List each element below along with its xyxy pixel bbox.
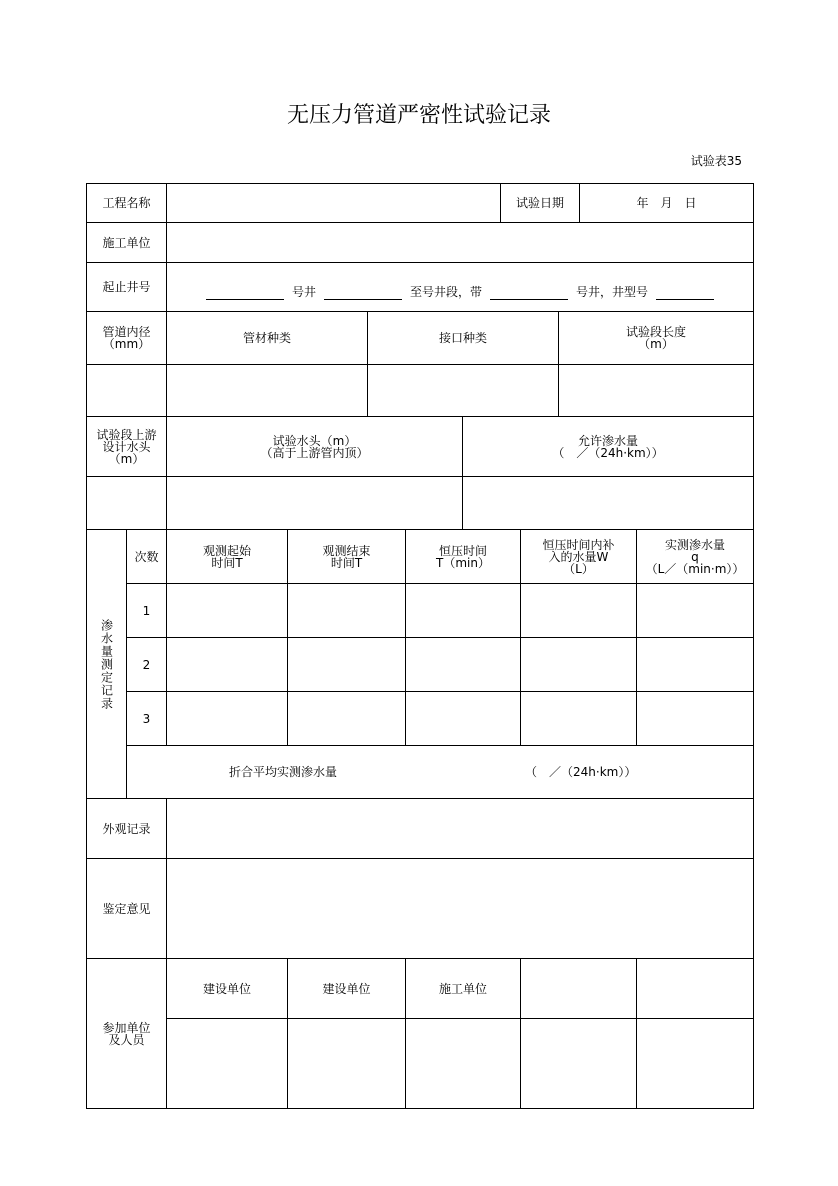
cell[interactable] bbox=[166, 583, 288, 638]
participant-unit[interactable] bbox=[520, 958, 637, 1019]
row-number: 2 bbox=[126, 637, 167, 692]
contractor-label: 施工单位 bbox=[86, 222, 167, 263]
design-head-field[interactable] bbox=[86, 476, 167, 530]
header-seepage: 实测渗水量 q （L／（min·m）） bbox=[636, 529, 754, 584]
signature-cell[interactable] bbox=[636, 1018, 754, 1109]
allowed-label: 允许渗水量 （ ／（24h·km）） bbox=[462, 416, 754, 477]
joint-label: 接口种类 bbox=[367, 311, 559, 365]
date-label: 试验日期 bbox=[500, 183, 580, 223]
diameter-label: 管道内径 （mm） bbox=[86, 311, 167, 365]
test-head-field[interactable] bbox=[166, 476, 463, 530]
cell[interactable] bbox=[405, 691, 521, 746]
test-head-label: 试验水头（m） （高于上游管内顶） bbox=[166, 416, 463, 477]
row-number: 3 bbox=[126, 691, 167, 746]
record-side-label: 渗水量测定记录 bbox=[86, 529, 127, 799]
wells-label: 起止井号 bbox=[86, 262, 167, 312]
opinion-field[interactable] bbox=[166, 858, 754, 959]
cell[interactable] bbox=[636, 691, 754, 746]
material-field[interactable] bbox=[166, 364, 368, 417]
project-label: 工程名称 bbox=[86, 183, 167, 223]
cell[interactable] bbox=[636, 637, 754, 692]
length-label: 试验段长度 （m） bbox=[558, 311, 754, 365]
joint-field[interactable] bbox=[367, 364, 559, 417]
header-end: 观测结束 时间T bbox=[287, 529, 406, 584]
average-row[interactable] bbox=[126, 745, 754, 799]
cell[interactable] bbox=[287, 691, 406, 746]
length-field[interactable] bbox=[558, 364, 754, 417]
signature-cell[interactable] bbox=[166, 1018, 288, 1109]
cell[interactable] bbox=[520, 583, 637, 638]
cell[interactable] bbox=[405, 637, 521, 692]
cell[interactable] bbox=[520, 637, 637, 692]
header-start: 观测起始 时间T bbox=[166, 529, 288, 584]
wells-line bbox=[200, 283, 722, 300]
cell[interactable] bbox=[520, 691, 637, 746]
signature-cell[interactable] bbox=[520, 1018, 637, 1109]
signature-cell[interactable] bbox=[287, 1018, 406, 1109]
cell[interactable] bbox=[636, 583, 754, 638]
participant-unit[interactable] bbox=[636, 958, 754, 1019]
row-number: 1 bbox=[126, 583, 167, 638]
opinion-label: 鉴定意见 bbox=[86, 858, 167, 959]
average-label: 折合平均实测渗水量 bbox=[229, 765, 338, 779]
participant-unit: 建设单位 bbox=[166, 958, 288, 1019]
participants-label: 参加单位 及人员 bbox=[86, 958, 167, 1109]
appearance-label: 外观记录 bbox=[86, 798, 167, 859]
material-label: 管材种类 bbox=[166, 311, 368, 365]
average-unit: （ ／（24h·km）） bbox=[525, 765, 637, 779]
participant-unit: 建设单位 bbox=[287, 958, 406, 1019]
appearance-field[interactable] bbox=[166, 798, 754, 859]
cell[interactable] bbox=[166, 637, 288, 692]
allowed-field[interactable] bbox=[462, 476, 754, 530]
contractor-field[interactable] bbox=[166, 222, 754, 263]
wells-text-1: 号井 bbox=[292, 285, 317, 299]
date-field[interactable]: 年 月 日 bbox=[579, 183, 754, 223]
cell[interactable] bbox=[287, 583, 406, 638]
participant-unit: 施工单位 bbox=[405, 958, 521, 1019]
header-duration: 恒压时间 T（min） bbox=[405, 529, 521, 584]
project-name-field[interactable] bbox=[166, 183, 501, 223]
header-water: 恒压时间内补 入的水量W （L） bbox=[520, 529, 637, 584]
design-head-label: 试验段上游 设计水头 （m） bbox=[86, 416, 167, 477]
wells-text-2: 至号井段，带 bbox=[410, 285, 483, 299]
cell[interactable] bbox=[166, 691, 288, 746]
diameter-field[interactable] bbox=[86, 364, 167, 417]
cell[interactable] bbox=[405, 583, 521, 638]
wells-text-3: 号井，井型号 bbox=[576, 285, 649, 299]
form-code: 试验表35 bbox=[690, 154, 742, 168]
header-count: 次数 bbox=[126, 529, 167, 584]
cell[interactable] bbox=[287, 637, 406, 692]
page-title: 无压力管道严密性试验记录 bbox=[286, 103, 551, 128]
signature-cell[interactable] bbox=[405, 1018, 521, 1109]
